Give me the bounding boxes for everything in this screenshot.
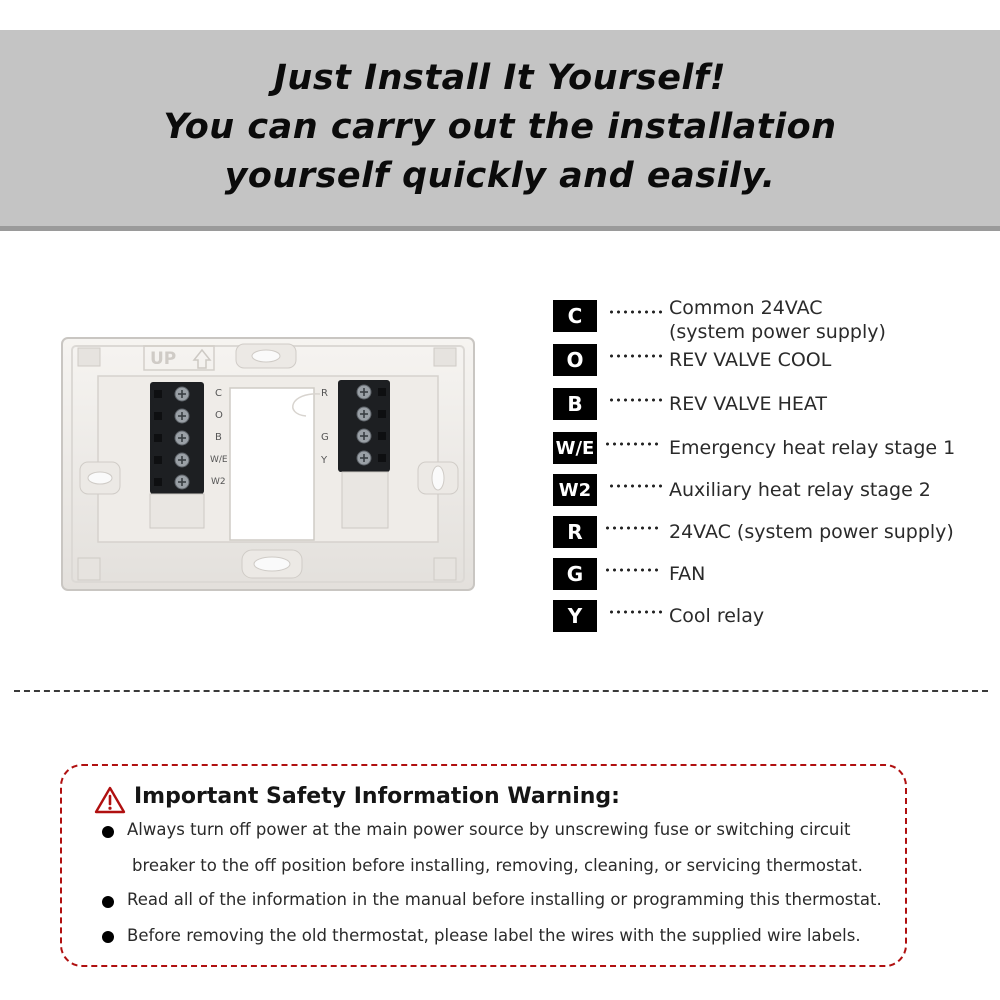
legend-description: Cool relay (669, 605, 765, 627)
safety-warning-box (60, 764, 907, 967)
leader-dots (608, 397, 664, 403)
terminal-label-o: O (215, 410, 223, 421)
warning-item-1-line-1: Always turn off power at the main power source by unscrewing fuse or switching circuit (127, 820, 851, 839)
legend-description: Auxiliary heat relay stage 2 (669, 479, 931, 501)
leader-dots (608, 309, 664, 315)
code-badge: O (553, 344, 597, 376)
legend-description: 24VAC (system power supply) (669, 521, 954, 543)
legend-description: Emergency heat relay stage 1 (669, 437, 956, 459)
leader-dots (604, 567, 660, 573)
legend-description: REV VALVE HEAT (669, 393, 827, 415)
headline-line-1: Just Install It Yourself! (273, 58, 727, 98)
warning-item-1-line-2: breaker to the off position before installing, removing, cleaning, or servicing thermostat. (132, 856, 863, 875)
terminal-label-g: G (321, 432, 329, 443)
code-badge: W/E (553, 432, 597, 464)
header-banner (0, 30, 1000, 231)
wall-plate-image (58, 336, 478, 594)
warning-item-2: Read all of the information in the manual before installing or programming this thermostat. (127, 890, 882, 909)
bullet-dot (102, 826, 114, 838)
bullet-dot (102, 931, 114, 943)
warning-title: Important Safety Information Warning: (134, 784, 620, 809)
terminal-label-c: C (215, 388, 222, 399)
wall-plate-illustration (58, 336, 478, 594)
warning-item-3: Before removing the old thermostat, please label the wires with the supplied wire labels. (127, 926, 861, 945)
code-badge: C (553, 300, 597, 332)
terminal-label-r: R (321, 388, 328, 399)
up-mark: UP (150, 349, 177, 369)
warning-triangle-icon (94, 786, 126, 814)
code-badge: W2 (553, 474, 597, 506)
code-badge: G (553, 558, 597, 590)
headline-line-3: yourself quickly and easily. (224, 156, 776, 196)
leader-dots (608, 353, 664, 359)
legend-description: REV VALVE COOL (669, 349, 832, 371)
terminal-label-we: W/E (210, 455, 228, 465)
code-badge: R (553, 516, 597, 548)
code-badge: B (553, 388, 597, 420)
leader-dots (608, 483, 664, 489)
terminal-label-y: Y (321, 455, 328, 466)
headline-line-2: You can carry out the installation (163, 107, 837, 147)
terminal-label-b: B (215, 432, 222, 443)
wiring-legend (553, 292, 993, 637)
leader-dots (604, 441, 660, 447)
bullet-dot (102, 896, 114, 908)
leader-dots (608, 609, 664, 615)
dashed-separator (14, 690, 988, 692)
terminal-label-w2: W2 (211, 477, 226, 487)
legend-description-2: (system power supply) (669, 321, 886, 343)
legend-description: Common 24VAC (669, 297, 823, 319)
code-badge: Y (553, 600, 597, 632)
legend-description: FAN (669, 563, 706, 585)
leader-dots (604, 525, 660, 531)
